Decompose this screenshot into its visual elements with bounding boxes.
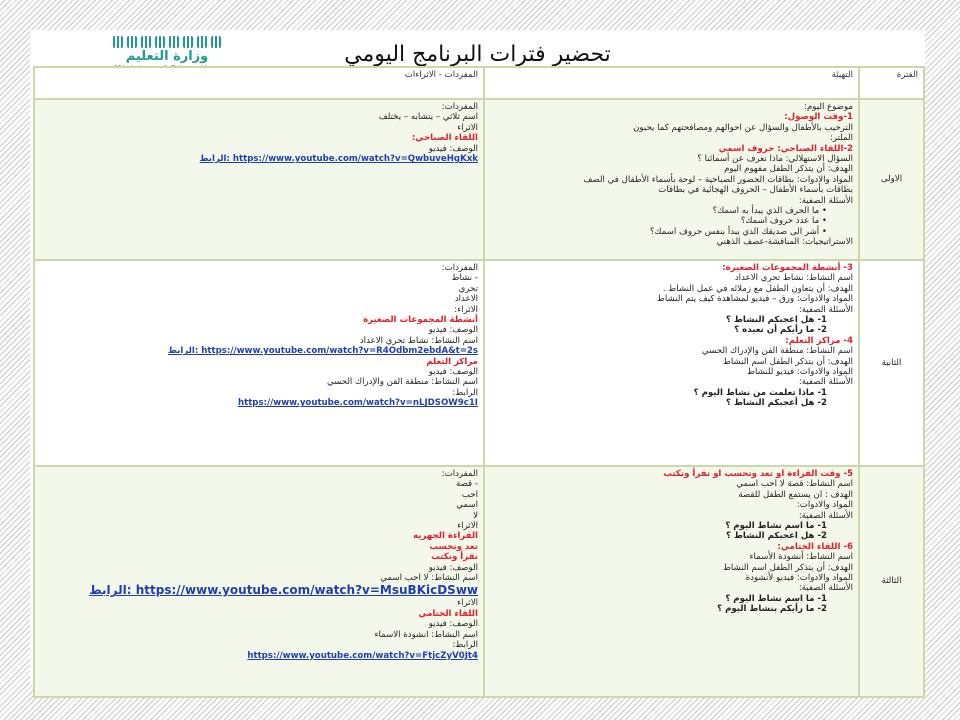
header-prep: التهيئة: [484, 67, 859, 99]
cell-line: 6- اللقاء الختامي:: [777, 541, 853, 552]
table-header-row: [34, 67, 924, 99]
cell-line: أنشطة المجموعات الصغيرة: [363, 315, 478, 326]
cell-line: بطاقات بأسماء الأطفال – الحروف الهجائية في بطاقات: [658, 185, 853, 196]
cell-line: 2- هل اعجبكم النشاط ؟: [726, 531, 827, 542]
header-vocab: المفردات - الاثراءات: [34, 67, 484, 99]
cell-line: اسم النشاط: نشاط تحري الاعداد: [734, 273, 853, 284]
cell-line: اسم النشاط: منطقة الفن والإدراك الحسي: [326, 377, 478, 388]
cell-line: المواد والادوات: فيديو للنشاط: [747, 367, 853, 378]
cell-line: الرابط:: [452, 387, 478, 398]
cell-line: احب: [461, 489, 478, 500]
video-link[interactable]: الرابط: https://www.youtube.com/watch?v=R4Odbm2ebdA&t=2s: [167, 346, 478, 357]
cell-line: 3- أنشطة المجموعات الصغيرة:: [722, 263, 853, 273]
cell-line: • أشر الى صديقك الذي يبدأ بنفس حروف اسمك؟: [490, 227, 853, 237]
cell-line: تعد وتحسب: [429, 541, 478, 552]
period-cell: الثانية: [859, 260, 924, 466]
cell-line: الاثراء: [457, 521, 478, 532]
cell-line: لا: [473, 510, 478, 521]
vocab-cell: [34, 99, 484, 260]
cell-line: الوصف: فيديو: [428, 367, 478, 378]
cell-line: الوصف: فيديو: [428, 562, 478, 573]
cell-line: الاستراتيجيات: المناقشة-عصف الذهني: [716, 237, 853, 248]
cell-line: 4- مراكز التعلم:: [785, 335, 853, 346]
page-sheet: [30, 30, 925, 685]
cell-line: اسم النشاط: نشاط تحري الاعداد: [359, 335, 478, 346]
cell-line: الاثراء: [457, 598, 478, 609]
cell-line: - نشاط: [451, 273, 478, 284]
table-row: [34, 466, 924, 697]
cell-line: 2-اللقاء الصباحي: حروف اسمي: [718, 143, 853, 154]
cell-line: الملتر:: [829, 133, 853, 144]
cell-line: السؤال الاستهلالي: ماذا نعرف عن أسمائنا ؟: [697, 154, 853, 165]
cell-line: الاثراء:: [454, 304, 478, 315]
video-link[interactable]: الرابط: https://www.youtube.com/watch?v=QwbuveHgKxk: [199, 154, 478, 165]
cell-line: 2- هل أعجبكم النشاط ؟: [726, 398, 827, 409]
page-title: تحضير فترات البرنامج اليومي: [344, 42, 611, 67]
cell-line: المواد والادوات: بطاقات الحضور الصباحية – لوحة بأسماء الأطفال في الصف: [583, 174, 853, 185]
cell-line: 2- ما رأيكم بنشاط اليوم ؟: [717, 604, 827, 615]
period-cell: الاولى: [859, 99, 924, 260]
cell-line: الرابط:: [452, 640, 478, 651]
table-row: [34, 99, 924, 260]
cell-line: 1- ما اسم نشاط اليوم ؟: [725, 593, 827, 604]
cell-line: 1- ماذا تعلمت من نشاط اليوم ؟: [693, 387, 827, 398]
cell-line: المفردات:: [441, 102, 478, 112]
cell-line: الوصف: فيديو: [428, 619, 478, 630]
cell-line: 1-وقت الوصول:: [784, 112, 853, 123]
cell-line: • ما الحرف الذي يبدأ به اسمك؟: [490, 206, 853, 216]
prep-cell: [484, 99, 859, 260]
prep-cell: [484, 260, 859, 466]
video-link[interactable]: https://www.youtube.com/watch?v=FtjcZyV0Jt4: [247, 650, 478, 661]
video-link[interactable]: الرابط: https://www.youtube.com/watch?v=MsuBKicDSww: [89, 583, 478, 598]
cell-line: الأسئلة الصفية:: [798, 195, 853, 206]
cell-line: الهدف : ان يستمع الطفل للقصة: [738, 489, 853, 500]
cell-line: اسم النشاط: انشودة الاسماء: [374, 629, 478, 640]
prep-cell: [484, 466, 859, 697]
cell-line: المفردات:: [441, 263, 478, 273]
video-link[interactable]: https://www.youtube.com/watch?v=nLJDSOW9c1I: [237, 398, 478, 409]
cell-line: تحري: [458, 283, 478, 294]
cell-line: المواد والادوات: فيديو لأنشودة: [745, 573, 853, 584]
cell-line: - قصة: [455, 479, 478, 490]
program-table: [33, 66, 925, 698]
cell-line: موضوع اليوم:: [804, 102, 853, 112]
cell-line: اسمي: [456, 500, 478, 511]
vocab-cell: [34, 466, 484, 697]
cell-line: 2- ما رأيكم أن نعيده ؟: [734, 325, 827, 336]
cell-line: اللقاء الختامي: [418, 608, 478, 619]
cell-line: 5- وقت القراءة او تعد وتحسب او نقرأ وتكتب: [663, 469, 853, 479]
cell-line: اسم النشاط: لا احب اسمي: [380, 573, 478, 584]
cell-line: نقرأ ونكتب: [431, 552, 478, 563]
cell-line: 1- هل اعجبكم النشاط ؟: [726, 315, 827, 326]
period-cell: الثالثة: [859, 466, 924, 697]
vocab-cell: [34, 260, 484, 466]
cell-line: اسم النشاط: أنشودة الأسماء: [749, 552, 853, 563]
cell-line: اسم النشاط: منطقة الفن والإدراك الحسي: [701, 346, 853, 357]
cell-line: الهدف: أن يتذكر الطفل اسم النشاط: [722, 356, 853, 367]
cell-line: المفردات:: [441, 469, 478, 479]
cell-line: الاثراء: [457, 122, 478, 133]
cell-line: الوصف: فيديو: [428, 143, 478, 154]
cell-line: اسم ثلاثي – يتشابه – يختلف: [378, 112, 478, 123]
cell-line: الأسئلة الصفية:: [798, 510, 853, 521]
cell-line: الهدف: أن يتعاون الطفل مع زملائه في عمل النشاط .: [662, 283, 853, 294]
table-row: [34, 260, 924, 466]
cell-line: اسم النشاط: قصة لا احب اسمي: [736, 479, 853, 490]
cell-line: المواد والادوات: ورق – فيديو لمشاهدة كيف يتم النشاط: [656, 294, 853, 305]
logo-arabic-text: وزارة التعليم: [125, 49, 209, 64]
cell-line: الأسئلة الصفية:: [798, 304, 853, 315]
cell-line: الأسئلة الصفية:: [798, 377, 853, 388]
cell-line: الترحيب بالأطفال والسؤال عن احوالهم ومصافحتهم كما يحبون: [633, 122, 853, 133]
cell-line: 1- ما اسم نشاط اليوم ؟: [725, 521, 827, 532]
cell-line: الأسئلة الصفية:: [798, 583, 853, 594]
cell-line: الوصف: فيديو: [428, 325, 478, 336]
header-period: الفترة: [859, 67, 924, 99]
cell-line: مراكز التعلم: [426, 356, 478, 367]
cell-line: المواد والادوات:: [796, 500, 853, 511]
cell-line: اللقاء الصباحي:: [411, 133, 478, 144]
cell-line: • ما عدد حروف اسمك؟: [490, 216, 853, 226]
cell-line: الاعداد: [454, 294, 478, 305]
cell-line: الهدف: أن يتذكر الطفل مفهوم اليوم: [724, 164, 853, 175]
cell-line: القراءة الجهريه: [413, 531, 478, 542]
cell-line: الهدف: أن يتذكر الطفل اسم النشاط: [722, 562, 853, 573]
